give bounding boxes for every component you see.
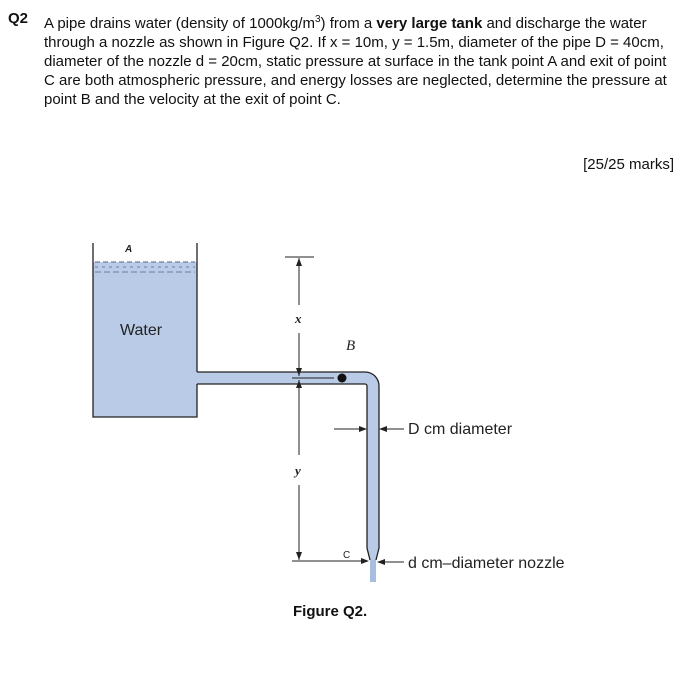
question-text-part-2: ) from a (320, 15, 377, 32)
y-dim-arrow-down (296, 552, 302, 560)
question-number: Q2 (8, 10, 29, 27)
point-c-label: C (343, 550, 351, 561)
water-label: Water (120, 322, 163, 339)
question-text-part-1: A pipe drains water (density of 1000kg/m (44, 15, 315, 32)
question-text-part-3: and discharge the water through a nozzle as shown in Figure Q2. If x = 10m, y = 1.5m, diameter of the pipe D = 40cm, diameter of the nozzle d = 20cm, static pressure at surface in the tank point A and exit of point C are both atmospheric pressure, and energy losses are neglected, determine the pressure at point B and the velocity at the exit of point C. (44, 15, 667, 108)
superscript-3: 3 (314, 14, 321, 25)
question-text-bold: very large tank (376, 15, 483, 32)
point-b-marker (338, 374, 347, 383)
pipe-diameter-arrow-left-head (359, 426, 367, 432)
y-dimension-label: y (295, 463, 301, 478)
tank-water (93, 262, 197, 417)
marks-label: [25/25 marks] (583, 156, 674, 173)
figure-caption: Figure Q2. (293, 603, 368, 620)
pipe-vertical-water (367, 384, 379, 548)
pipe-outline (197, 372, 379, 560)
nozzle-diameter-label: d cm–diameter nozzle (408, 555, 565, 572)
c-arrow-head (361, 558, 369, 564)
point-b-label: B (346, 338, 356, 354)
water-jet (370, 560, 376, 582)
x-dimension-label: x (295, 311, 302, 326)
nozzle-arrow-head (377, 559, 385, 565)
pipe-diameter-label: D cm diameter (408, 421, 513, 438)
pipe-diameter-arrow-right-head (379, 426, 387, 432)
point-a-label: A (125, 244, 133, 255)
x-dim-arrow-up (296, 258, 302, 266)
